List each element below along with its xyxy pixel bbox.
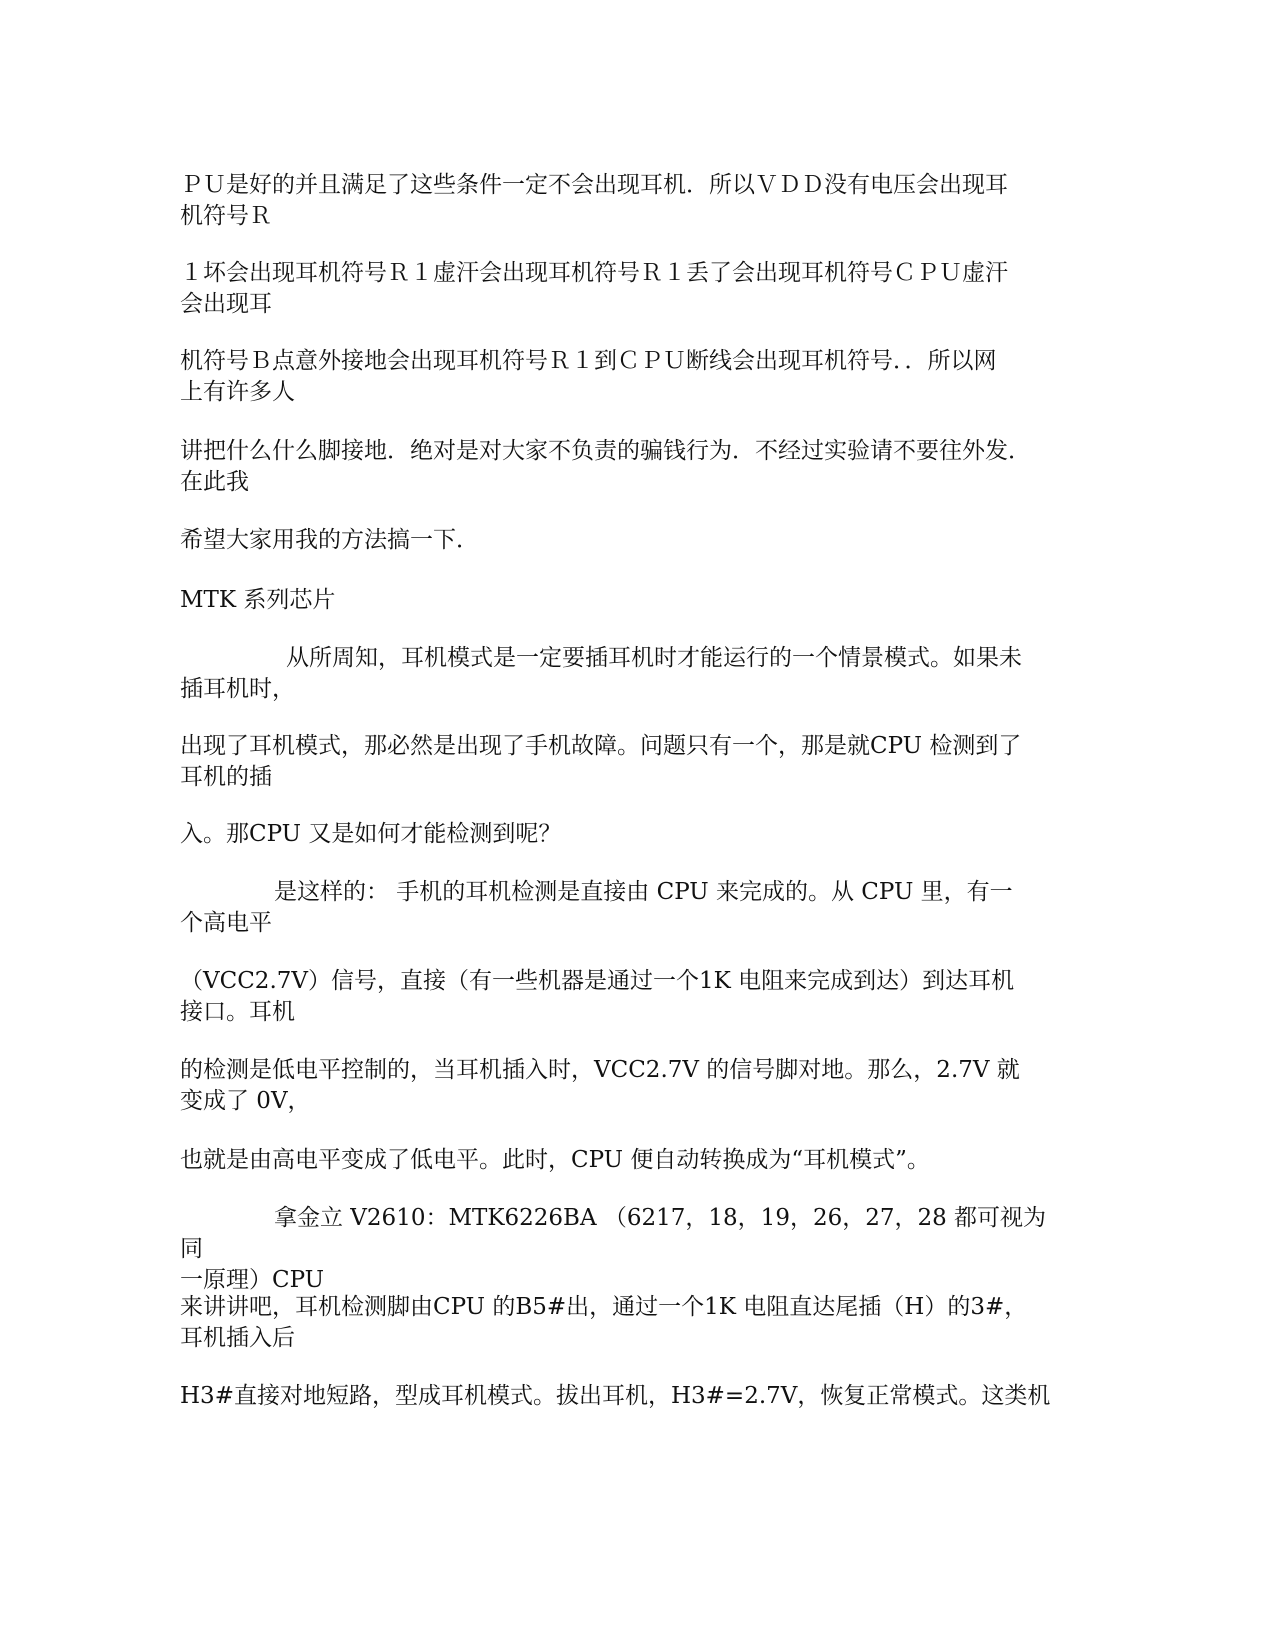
text-line: 拿金立 V2610：MTK6226BA （6217，18，19，26，27，28 都可视为同 <box>180 1205 1047 1262</box>
text-line: 上有许多人 <box>180 379 295 405</box>
paragraph <box>180 643 1060 705</box>
paragraph <box>180 1145 1060 1176</box>
text-line: 会出现耳 <box>180 291 272 317</box>
text-line: 希望大家用我的方法搞一下． <box>180 527 479 553</box>
text-line: １坏会出现耳机符号Ｒ１虚汗会出现耳机符号Ｒ１丢了会出现耳机符号ＣＰＵ虚汗 <box>180 260 1008 286</box>
paragraph <box>180 1292 1060 1354</box>
paragraph <box>180 258 1060 320</box>
text-line: 耳机插入后 <box>180 1325 295 1351</box>
text-line: 是这样的： 手机的耳机检测是直接由 CPU 来完成的。从 CPU 里，有一 <box>274 879 1013 905</box>
text-line: 的检测是低电平控制的，当耳机插入时，VCC2.7V 的信号脚对地。那么，2.7V 就 <box>180 1057 1020 1083</box>
text-line: 机符号Ｂ点意外接地会出现耳机符号Ｒ１到ＣＰＵ断线会出现耳机符号．．所以网 <box>180 348 997 374</box>
paragraph <box>180 877 1060 939</box>
paragraph <box>180 966 1060 1028</box>
text-line: （VCC2.7V）信号，直接（有一些机器是通过一个1K 电阻来完成到达）到达耳机 <box>180 968 1015 994</box>
paragraph <box>180 525 1060 556</box>
text-line: 也就是由高电平变成了低电平。此时，CPU 便自动转换成为“耳机模式”。 <box>180 1147 930 1173</box>
paragraph <box>180 170 1060 232</box>
paragraph <box>180 346 1060 408</box>
text-line: 变成了 0V， <box>180 1088 311 1114</box>
text-line: 在此我 <box>180 469 249 495</box>
text-line: MTK 系列芯片 <box>180 587 336 613</box>
paragraph <box>180 731 1060 793</box>
text-line: 入。那CPU 又是如何才能检测到呢？ <box>180 821 562 847</box>
text-line: 讲把什么什么脚接地．绝对是对大家不负责的骗钱行为．不经过实验请不要往外发． <box>180 438 1031 464</box>
text-line: 耳机的插 <box>180 764 272 790</box>
text-line: 接口。耳机 <box>180 999 295 1025</box>
text-line: 出现了耳机模式，那必然是出现了手机故障。问题只有一个，那是就CPU 检测到了 <box>180 733 1022 759</box>
text-line: 个高电平 <box>180 910 272 936</box>
paragraph <box>180 1203 1060 1296</box>
paragraph <box>180 819 1060 850</box>
text-line: 一原理）CPU <box>180 1267 325 1293</box>
section-heading <box>180 585 1060 616</box>
text-line: 机符号Ｒ <box>180 203 272 229</box>
paragraph <box>180 1381 1060 1412</box>
text-line: H3#直接对地短路，型成耳机模式。拔出耳机，H3#=2.7V，恢复正常模式。这类机 <box>180 1383 1051 1409</box>
text-line: 插耳机时， <box>180 676 295 702</box>
paragraph <box>180 436 1060 498</box>
text-line: 来讲讲吧，耳机检测脚由CPU 的B5#出，通过一个1K 电阻直达尾插（H）的3#， <box>180 1294 1028 1320</box>
paragraph <box>180 1055 1060 1117</box>
text-line: 从所周知，耳机模式是一定要插耳机时才能运行的一个情景模式。如果未 <box>286 645 1022 671</box>
text-line: ＰＵ是好的并且满足了这些条件一定不会出现耳机．所以ＶＤＤ没有电压会出现耳 <box>180 172 1008 198</box>
